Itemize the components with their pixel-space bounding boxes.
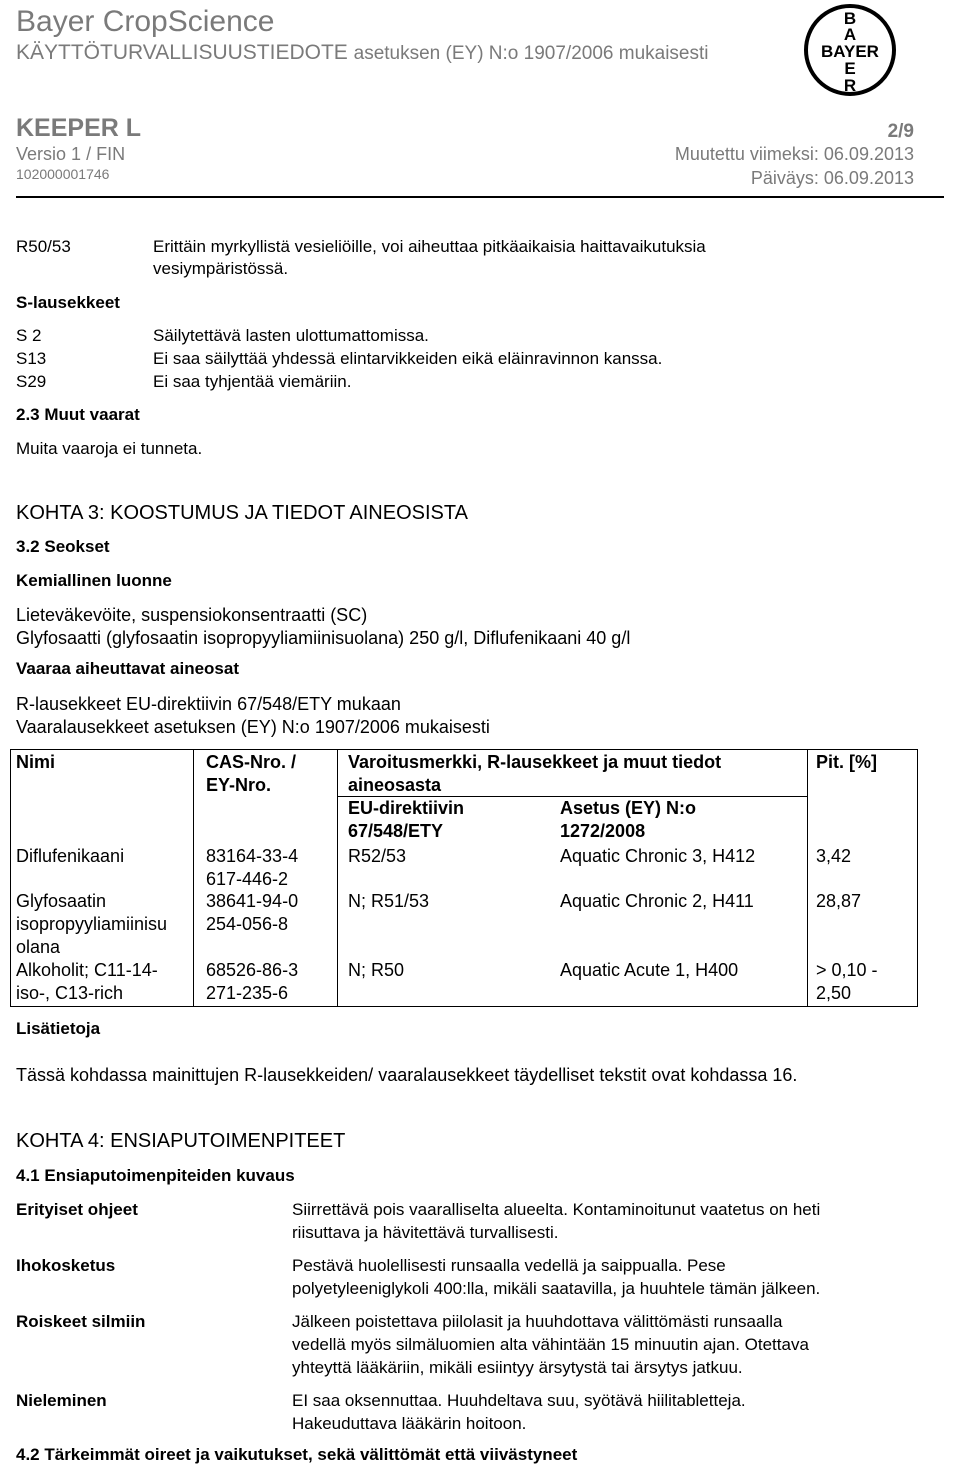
table-col-divider [193, 749, 194, 1007]
first-aid-text: Siirrettävä pois vaaralliselta alueelta. Kontaminoitunut vaatetus on heti [292, 1200, 821, 1219]
print-date: Päiväys: 06.09.2013 [750, 168, 914, 188]
table-cell-name: isopropyyliamiinisu [16, 914, 168, 934]
logo-letter-a: A [843, 25, 857, 44]
s-phrase-code: S29 [16, 372, 47, 391]
first-aid-text: yhteyttä lääkäriin, mikäli esiintyy ärsytystä tai ärsytys jatkuu. [292, 1358, 743, 1377]
table-header-eu-line1: EU-direktiivin [348, 798, 465, 818]
section3-title: KOHTA 3: KOOSTUMUS JA TIEDOT AINEOSISTA [16, 502, 468, 524]
s-phrase-text: Ei saa säilyttää yhdessä elintarvikkeiden eikä eläinravinnon kanssa. [153, 349, 663, 368]
product-name: KEEPER L [16, 114, 142, 142]
first-aid-text: Pestävä huolellisesti runsaalla vedellä ja saippualla. Pese [292, 1256, 726, 1275]
section4-subheading: 4.1 Ensiaputoimenpiteiden kuvaus [16, 1166, 295, 1185]
version-separator: / [86, 144, 92, 164]
table-cell-regulation: Aquatic Chronic 3, H412 [560, 846, 756, 866]
version-language: FIN [96, 144, 126, 164]
table-cell-name: iso-, C13-rich [16, 983, 124, 1003]
table-header-cas-line1: CAS-Nro. / [206, 752, 296, 772]
logo-letter-e: E [844, 59, 856, 78]
brand-name: Bayer CropScience [16, 5, 275, 38]
table-cell-eu: N; R51/53 [348, 891, 430, 911]
first-aid-label: Roiskeet silmiin [16, 1312, 146, 1331]
table-cell-ec: 617-446-2 [206, 869, 289, 889]
chemical-nature-line1: Lieteväkevöite, suspensiokonsentraatti (SC) [16, 605, 368, 625]
r-phrase-code: R50/53 [16, 237, 71, 256]
table-cell-eu: N; R50 [348, 960, 405, 980]
table-cell-name: Alkoholit; C11-14- [16, 960, 158, 980]
table-cell-percent: 28,87 [816, 891, 862, 911]
table-top-border [10, 749, 918, 750]
first-aid-text: polyetyleeniglykoli 400:lla, mikäli saatavilla, ja huuhtele tämän jälkeen. [292, 1279, 821, 1298]
table-cell-name: Diflufenikaani [16, 846, 125, 866]
s-phrase-code: S 2 [16, 326, 42, 345]
table-cell-percent: > 0,10 - [816, 960, 878, 980]
table-header-cas-line2: EY-Nro. [206, 775, 272, 795]
first-aid-text: EI saa oksennuttaa. Huuhdeltava suu, syötävä hiilitabletteja. [292, 1391, 746, 1410]
first-aid-label: Erityiset ohjeet [16, 1200, 138, 1219]
table-header-eu-line2: 67/548/ETY [348, 821, 444, 841]
document-title-sub: asetuksen (EY) N:o 1907/2006 mukaisesti [353, 43, 709, 64]
modified-date: Muutettu viimeksi: 06.09.2013 [674, 144, 914, 164]
chemical-nature-heading: Kemiallinen luonne [16, 571, 172, 590]
table-cell-percent: 3,42 [816, 846, 852, 866]
table-bottom-border [10, 1006, 918, 1007]
r-phrase-text-line2: vesiympäristössä. [153, 259, 289, 278]
table-left-border [10, 749, 11, 1007]
table-cell-cas: 83164-33-4 [206, 846, 299, 866]
s-phrases-heading: S-lausekkeet [16, 293, 120, 312]
table-header-percent: Pit. [%] [816, 752, 877, 772]
s-phrase-text: Ei saa tyhjentää viemäriin. [153, 372, 352, 391]
table-col-divider [337, 749, 338, 1007]
first-aid-text: vedellä myös silmäluomien alta vähintään 15 minuutin ajan. Otettava [292, 1335, 809, 1354]
first-aid-label: Ihokosketus [16, 1256, 116, 1275]
table-col-divider [807, 749, 808, 1007]
logo-horizontal-word: BAYER [821, 42, 879, 61]
document-number: 102000001746 [16, 166, 110, 182]
table-cell-name: olana [16, 937, 61, 957]
header-divider [16, 196, 944, 198]
table-cell-cas: 68526-86-3 [206, 960, 299, 980]
page-number: 2/9 [887, 121, 914, 142]
section4-title: KOHTA 4: ENSIAPUTOIMENPITEET [16, 1130, 346, 1152]
logo-letter-r: R [843, 76, 857, 95]
additional-info-text: Tässä kohdassa mainittujen R-lausekkeiden/ vaaralausekkeet täydelliset tekstit ovat kohdassa 16. [16, 1065, 798, 1085]
other-hazards-heading: 2.3 Muut vaarat [16, 405, 140, 424]
hazardous-components-heading: Vaaraa aiheuttavat aineosat [16, 659, 240, 678]
logo-letter-b: B [843, 9, 857, 28]
table-cell-cas: 38641-94-0 [206, 891, 299, 911]
chemical-nature-line2: Glyfosaatti (glyfosaatin isopropyyliamiinisuolana) 250 g/l, Diflufenikaani 40 g/l [16, 628, 631, 648]
other-hazards-text: Muita vaaroja ei tunneta. [16, 439, 203, 458]
components-table [10, 749, 918, 1007]
first-aid-text: Jälkeen poistettava piilolasit ja huuhdottava välittömästi runsaalla [292, 1312, 783, 1331]
table-cell-eu: R52/53 [348, 846, 407, 866]
table-cell-regulation: Aquatic Acute 1, H400 [560, 960, 739, 980]
section3-subheading: 3.2 Seokset [16, 537, 110, 556]
table-header-name: Nimi [16, 752, 56, 772]
r-phrase-text-line1: Erittäin myrkyllistä vesieliöille, voi aiheuttaa pitkäaikaisia haittavaikutuksia [153, 237, 706, 256]
hazardous-components-line1: R-lausekkeet EU-direktiivin 67/548/ETY mukaan [16, 694, 401, 714]
first-aid-text: riisuttava ja hävitettävä turvallisesti. [292, 1223, 559, 1242]
version-info [16, 144, 125, 165]
table-right-border [917, 749, 918, 1007]
table-cell-regulation: Aquatic Chronic 2, H411 [560, 891, 754, 911]
table-header-warning-line2: aineosasta [348, 775, 442, 795]
table-header-regulation-line2: 1272/2008 [560, 821, 646, 841]
s-phrase-code: S13 [16, 349, 47, 368]
hazardous-components-line2: Vaaralausekkeet asetuksen (EY) N:o 1907/2006 mukaisesti [16, 717, 490, 737]
document-title [16, 40, 709, 67]
version-label: Versio [16, 144, 67, 164]
table-header-regulation-line1: Asetus (EY) N:o [560, 798, 697, 818]
document-title-main: KÄYTTÖTURVALLISUUSTIEDOTE [16, 41, 348, 64]
table-cell-percent: 2,50 [816, 983, 852, 1003]
first-aid-text: Hakeuduttava lääkärin hoitoon. [292, 1414, 527, 1433]
first-aid-label: Nieleminen [16, 1391, 107, 1410]
table-cell-name: Glyfosaatin [16, 891, 107, 911]
table-header-warning-line1: Varoitusmerkki, R-lausekkeet ja muut tiedot [348, 752, 722, 772]
version-number: 1 [71, 144, 82, 164]
section4-subheading-2: 4.2 Tärkeimmät oireet ja vaikutukset, sekä välittömät että viivästyneet [16, 1445, 578, 1464]
table-cell-ec: 271-235-6 [206, 983, 289, 1003]
additional-info-heading: Lisätietoja [16, 1019, 101, 1038]
bayer-cross-logo-icon [802, 2, 898, 98]
table-cell-ec: 254-056-8 [206, 914, 289, 934]
s-phrase-text: Säilytettävä lasten ulottumattomissa. [153, 326, 429, 345]
